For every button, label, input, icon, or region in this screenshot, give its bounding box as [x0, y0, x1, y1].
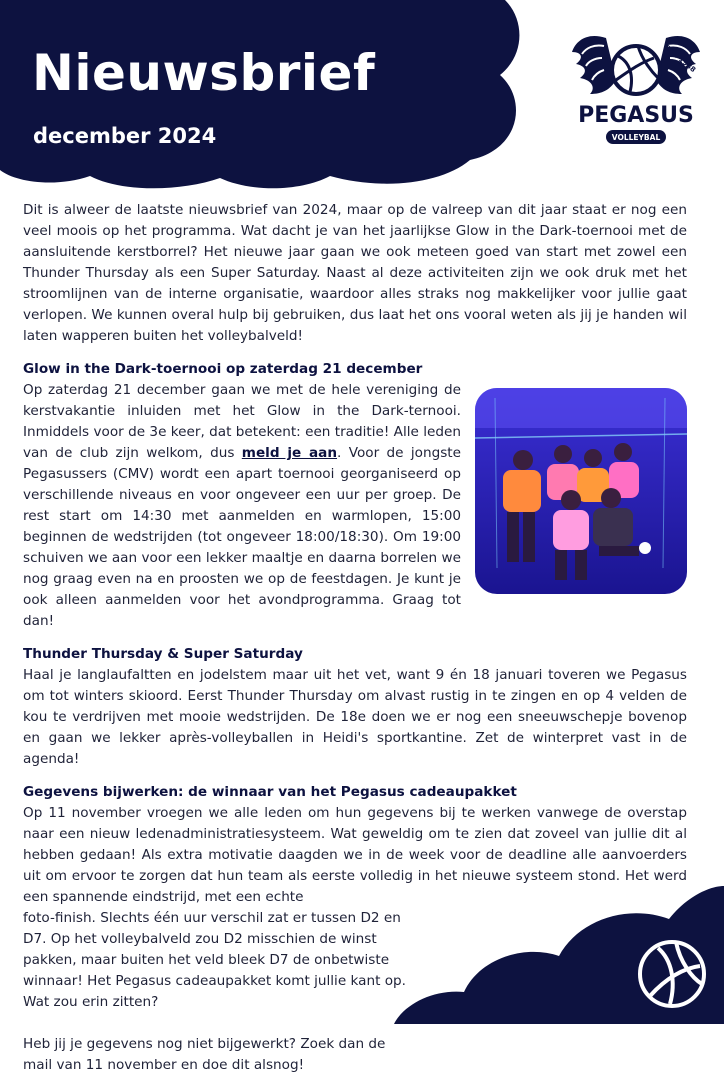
- section-heading: Gegevens bijwerken: de winnaar van het Pegasus cadeaupakket: [23, 784, 517, 800]
- section-heading: Glow in the Dark-toernooi op zaterdag 21 december: [23, 361, 423, 377]
- newsletter-date: december 2024: [33, 124, 217, 148]
- glow-tournament-photo: [475, 388, 687, 594]
- volleyball-icon: [636, 938, 708, 1010]
- pegasus-logo: [568, 18, 704, 150]
- newsletter-body: [23, 200, 687, 1076]
- register-link[interactable]: meld je aan: [241, 445, 338, 461]
- section-heading: Thunder Thursday & Super Saturday: [23, 646, 303, 662]
- glow-text-intro: Op zaterdag 21 december gaan we met de hele vereniging de kerstvakantie inluiden met het Glow in the Dark-ternooi. Inmiddels voor de 3e keer, dat betekent: een traditie! Alle leden van de club zijn welkom, dus: [23, 382, 461, 461]
- section-gegevens: [23, 782, 687, 1076]
- gegevens-closing: Heb jij je gegevens nog niet bijgewerkt? Zoek dan de mail van 11 november en doe dit alsnog!: [23, 1036, 386, 1073]
- logo-est: EST. 1988: [662, 43, 698, 75]
- logo-tagline: VOLLEYBAL: [611, 133, 661, 142]
- section-thunder-thursday: [23, 644, 687, 770]
- gegevens-paragraph-narrow: foto-finish. Slechts één uur verschil zat er tussen D2 en D7. Op het volleybalveld zou D2 misschien de winst pakken, maar buiten het veld bleek D7 de onbetwiste winnaar! Het Pegasus cadeaupakket komt jullie kant op. Wat zou erin zitten?: [23, 910, 406, 1010]
- section-glow-in-the-dark: [23, 359, 687, 632]
- gegevens-paragraph-wide: Op 11 november vroegen we alle leden om hun gegevens bij te werken vanwege de overstap naar een nieuw ledenadministratiesysteem. Wat geweldig om te zien dat zoveel van jullie dit al hebben gedaan! Als extra motivatie daagden we in de week voor de deadline alle aanvoerders uit om ervoor te zorgen dat hun team als eerste volledig in het nieuwe systeem stond. Het werd een spannende eindstrijd, met een echte: [23, 805, 687, 905]
- thunder-paragraph: Haal je langlaufaltten en jodelstem maar uit het vet, want 9 én 18 januari toveren we Pegasus om tot winters skioord. Eerst Thunder Thursday om alvast rustig in te zingen en op 4 velden de kou te verdrijven met mooie wedstrijden. De 18e doen we er nog een sneeuwschepje bovenop en gaan we lekker après-volleyballen in Heidi's sportkantine. Zet de winterpret vast in de agenda!: [23, 667, 687, 767]
- logo-name: PEGASUS: [578, 103, 694, 128]
- glow-text-rest: . Voor de jongste Pegasussers (CMV) wordt een apart toernooi georganiseerd op verschillende niveaus en voor ongeveer een uur per groep. De rest start om 14:30 met aanmelden en warmlopen, 15:00 beginnen de wedstrijden (tot ongeveer 18:00/18:30). Om 19:00 schuiven we aan voor een lekker maaltje en daarna borrelen we nog graag even na en proosten we op de feestdagen. Je kunt je ook alleen aanmelden voor het avondprogramma. Graag tot dan!: [23, 445, 462, 629]
- newsletter-title: Nieuwsbrief: [32, 44, 376, 102]
- intro-paragraph: Dit is alweer de laatste nieuwsbrief van 2024, maar op de valreep van dit jaar staat er nog een veel moois op het programma. Wat dacht je van het jaarlijkse Glow in the Dark-toernooi met de aansluitende kerstborrel? Het nieuwe jaar gaan we ook meteen goed van start met zowel een Thunder Thursday als een Super Saturday. Naast al deze activiteiten zijn we ook druk met het stroomlijnen van de interne organisatie, waardoor alles straks nog makkelijker voor jullie gaat verlopen. We kunnen overal hulp bij gebruiken, dus laat het ons vooral weten als jij je handen wil laten wapperen buiten het volleybalveld!: [23, 202, 687, 344]
